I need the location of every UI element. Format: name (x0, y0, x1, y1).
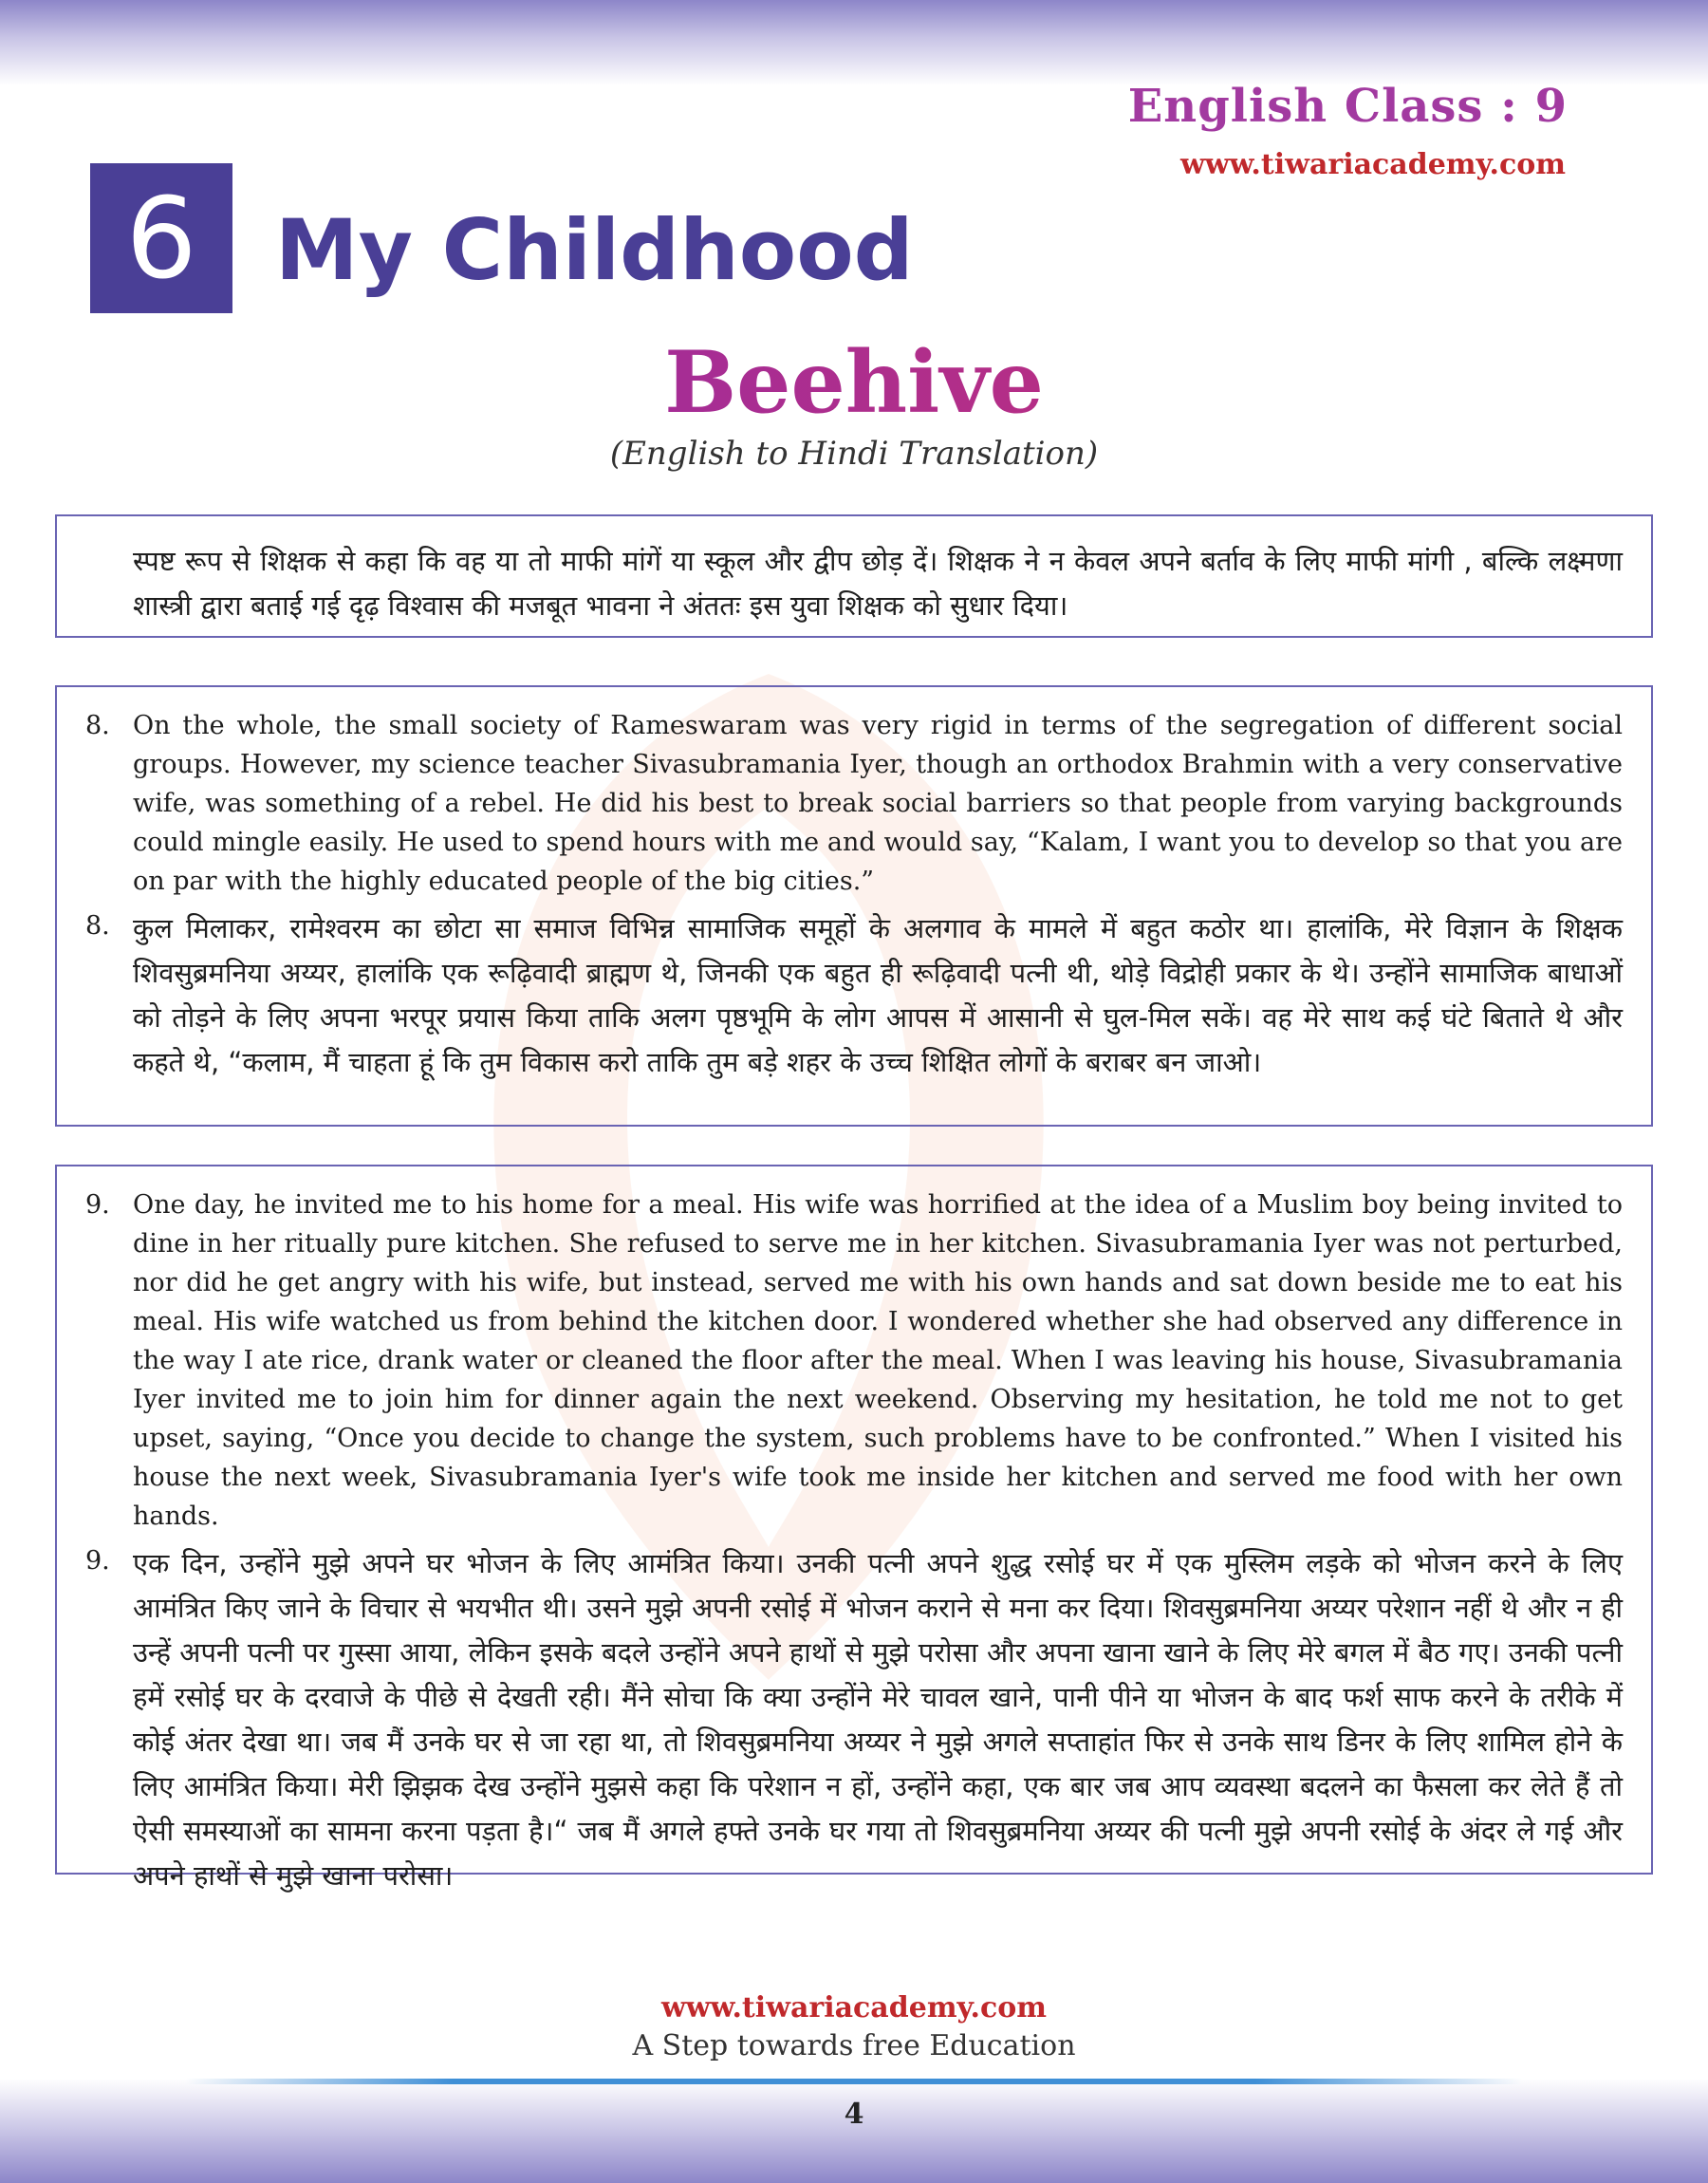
bottom-decorative-band (0, 2079, 1708, 2183)
top-decorative-band (0, 0, 1708, 85)
chapter-number: 6 (125, 173, 197, 304)
paragraph-number: 8. (85, 711, 110, 740)
english-text: One day, he invited me to his home for a meal. His wife was horrified at the idea of a Muslim boy being invited to dine in her ritually pure kitchen. She refused to serve me in her kitchen. Sivasubramania Iyer was not perturbed, nor did he get angry with his wife, but instead, served me with his own hands and sat down beside me to eat his meal. His wife watched us from behind the kitchen door. I wondered whether she had observed any difference in the way I ate rice, drank water or cleaned the floor after the meal. When I was leaving his house, Sivasubramania Iyer invited me to join him for dinner again the next weekend. Observing my hesitation, he told me not to get upset, saying, “Once you decide to change the system, such problems have to be confronted.” When I visited his house the next week, Sivasubramania Iyer's wife took me inside her kitchen and served me food with her own hands. (133, 1190, 1623, 1531)
book-title: Beehive (0, 332, 1708, 433)
header-website-link[interactable]: www.tiwariacademy.com (1179, 148, 1566, 181)
class-label: English Class : 9 (1127, 80, 1568, 133)
page-number: 4 (844, 2098, 864, 2131)
footer-website-link[interactable]: www.tiwariacademy.com (660, 1991, 1048, 2024)
paragraph-number: 8. (85, 911, 110, 941)
english-text: On the whole, the small society of Rameswaram was very rigid in terms of the segregation of different social groups. However, my science teacher Sivasubramania Iyer, though an orthodox Brahmin with a very conservative wife, was something of a rebel. He did his best to break social barriers so that people from varying backgrounds could mingle easily. He used to spend hours with me and would say, “Kalam, I want you to develop so that you are on par with the highly educated people of the big cities.” (133, 711, 1623, 896)
paragraph-number: 9. (85, 1190, 110, 1220)
footer-tagline: A Step towards free Education (632, 2029, 1076, 2062)
paragraph-8-english (85, 706, 1623, 901)
paragraph-9-hindi (85, 1541, 1623, 1898)
intro-translation-box (55, 514, 1653, 638)
book-subtitle: (English to Hindi Translation) (609, 435, 1099, 473)
chapter-title: My Childhood (275, 201, 914, 299)
paragraph-8-box (55, 685, 1653, 1127)
paragraph-number: 9. (85, 1546, 110, 1576)
footer-divider (185, 2079, 1523, 2084)
intro-hindi-text: स्पष्ट रूप से शिक्षक से कहा कि वह या तो माफी मांगें या स्कूल और द्वीप छोड़ दें। शिक्षक ने न केवल अपने बर्ताव के लिए माफी मांगी , बल्कि लक्ष्मणा शास्त्री द्वारा बताई गई दृढ़ विश्वास की मजबूत भावना ने अंततः इस युवा शिक्षक को सुधार दिया। (133, 545, 1623, 622)
paragraph-9-box (55, 1165, 1653, 1892)
hindi-text: कुल मिलाकर, रामेश्वरम का छोटा सा समाज विभिन्न सामाजिक समूहों के अलगाव के मामले में बहुत कठोर था। हालांकि, मेरे विज्ञान के शिक्षक शिवसुब्रमनिया अय्यर, हालांकि एक रूढ़िवादी ब्राह्मण थे, जिनकी एक बहुत ही रूढ़िवादी पत्नी थी, थोड़े विद्रोही प्रकार के थे। उन्होंने सामाजिक बाधाओं को तोड़ने के लिए अपना भरपूर प्रयास किया ताकि अलग पृष्ठभूमि के लोग आपस में आसानी से घुल-मिल सकें। वह मेरे साथ कई घंटे बिताते थे और कहते थे, “कलाम, मैं चाहता हूं कि तुम विकास करो ताकि तुम बड़े शहर के उच्च शिक्षित लोगों के बराबर बन जाओ। (133, 912, 1623, 1078)
paragraph-9-english (85, 1185, 1623, 1536)
chapter-number-badge (90, 163, 232, 313)
hindi-text: एक दिन, उन्होंने मुझे अपने घर भोजन के लिए आमंत्रित किया। उनकी पत्नी अपने शुद्ध रसोई घर में एक मुस्लिम लड़के को भोजन करने के लिए आमंत्रित किए जाने के विचार से भयभीत थी। उसने मुझे अपनी रसोई में भोजन कराने से मना कर दिया। शिवसुब्रमनिया अय्यर परेशान नहीं थे और न ही उन्हें अपनी पत्नी पर गुस्सा आया, लेकिन इसके बदले उन्होंने अपने हाथों से मुझे परोसा और अपना खाना खाने के लिए मेरे बगल में बैठ गए। उनकी पत्नी हमें रसोई घर के दरवाजे के पीछे से देखती रही। मैंने सोचा कि क्या उन्होंने मेरे चावल खाने, पानी पीने या भोजन के बाद फर्श साफ करने के तरीके में कोई अंतर देखा था। जब मैं उनके घर से जा रहा था, तो शिवसुब्रमनिया अय्यर ने मुझे अगले सप्ताहांत फिर से उनके साथ डिनर के लिए शामिल होने के लिए आमंत्रित किया। मेरी झिझक देख उन्होंने मुझसे कहा कि परेशान न हों, उन्होंने कहा, एक बार जब आप व्यवस्था बदलने का फैसला कर लेते हैं तो ऐसी समस्याओं का सामना करना पड़ता है।“ जब मैं अगले हफ्ते उनके घर गया तो शिवसुब्रमनिया अय्यर की पत्नी मुझे अपनी रसोई के अंदर ले गई और अपने हाथों से मुझे खाना परोसा। (133, 1547, 1623, 1892)
paragraph-8-hindi (85, 906, 1623, 1085)
